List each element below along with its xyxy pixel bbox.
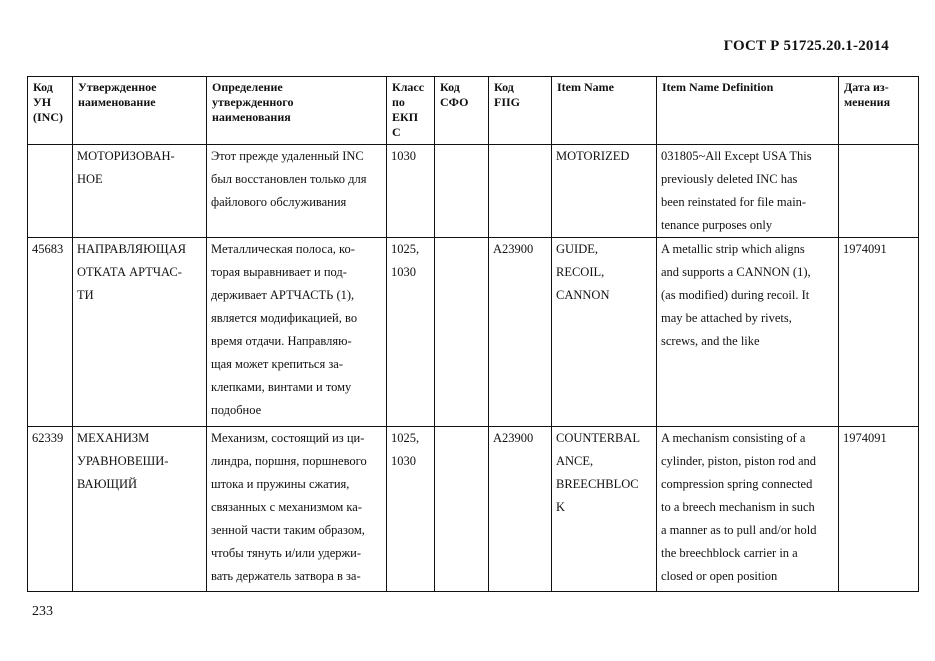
cell-name-ru — [73, 238, 207, 427]
cell-text-line: держивает АРТЧАСТЬ (1), — [211, 288, 355, 302]
col-header-ekps-class — [387, 77, 435, 145]
table-header-row — [28, 77, 919, 145]
cell-inc — [28, 238, 73, 427]
cell-text-line: Утвержденное — [78, 80, 157, 94]
cell-text-line: менения — [844, 95, 891, 109]
cell-text-line: Код — [440, 80, 460, 94]
cell-text-line: Дата из- — [844, 80, 889, 94]
cell-text-line: Код — [494, 80, 514, 94]
cell-text-line: подобное — [211, 403, 262, 417]
cell-fiig — [489, 145, 552, 238]
cell-date — [839, 145, 919, 238]
cell-text-line: 1025, — [391, 242, 420, 256]
cell-text-line: A mechanism consisting of a — [661, 431, 806, 445]
cell-text-line: наименования — [212, 110, 291, 124]
cell-text-line: ANCE, — [556, 454, 594, 468]
cell-text-line: a manner as to pull and/or hold — [661, 523, 817, 537]
cell-text-line: previously deleted INC has — [661, 172, 798, 186]
cell-text-line: to a breech mechanism in such — [661, 500, 815, 514]
cell-text-line: Этот прежде удаленный INC — [211, 149, 364, 163]
table-row — [28, 427, 919, 592]
cell-text-line: 1974091 — [843, 431, 887, 445]
cell-text-line: FIIG — [494, 95, 521, 109]
cell-text-line: A metallic strip which aligns — [661, 242, 805, 256]
cell-sfo — [435, 427, 489, 592]
cell-name-ru — [73, 145, 207, 238]
cell-text-line: клепками, винтами и тому — [211, 380, 352, 394]
cell-text-line: and supports a CANNON (1), — [661, 265, 811, 279]
cell-text-line: 1025, — [391, 431, 420, 445]
table-row — [28, 238, 919, 427]
cell-text-line: НОЕ — [77, 172, 103, 186]
inc-table — [27, 76, 919, 592]
cell-text-line: является модификацией, во — [211, 311, 358, 325]
cell-text-line: щая может крепиться за- — [211, 357, 343, 371]
cell-text-line: Определение — [212, 80, 283, 94]
cell-text-line: наименование — [78, 95, 156, 109]
col-header-definition — [207, 77, 387, 145]
cell-text-line: Класс — [392, 80, 425, 94]
cell-text-line: УРАВНОВЕШИ- — [77, 454, 169, 468]
cell-text-line: Металлическая полоса, ко- — [211, 242, 355, 256]
cell-text-line: RECOIL, — [556, 265, 605, 279]
cell-text-line: 1030 — [391, 149, 416, 163]
cell-text-line: был восстановлен только для — [211, 172, 367, 186]
cell-text-line: Item Name Definition — [662, 80, 774, 94]
table-row — [28, 145, 919, 238]
page-number: 233 — [32, 604, 53, 619]
cell-text-line: MOTORIZED — [556, 149, 630, 163]
cell-class — [387, 427, 435, 592]
cell-text-line: tenance purposes only — [661, 218, 773, 232]
cell-definition-ru — [207, 427, 387, 592]
cell-text-line: (as modified) during recoil. It — [661, 288, 810, 302]
cell-fiig — [489, 238, 552, 427]
cell-text-line: связанных с механизмом ка- — [211, 500, 362, 514]
cell-text-line: K — [556, 500, 566, 514]
cell-class — [387, 145, 435, 238]
cell-fiig — [489, 427, 552, 592]
cell-text-line: 031805~All Except USA This — [661, 149, 812, 163]
cell-text-line: линдра, поршня, поршневого — [211, 454, 367, 468]
cell-text-line: НАПРАВЛЯЮЩАЯ — [77, 242, 186, 256]
cell-item-definition — [657, 427, 839, 592]
col-header-inc — [28, 77, 73, 145]
cell-text-line: may be attached by rivets, — [661, 311, 792, 325]
cell-text-line: been reinstated for file main- — [661, 195, 807, 209]
cell-text-line: the breechblock carrier in a — [661, 546, 798, 560]
cell-text-line: 1030 — [391, 265, 416, 279]
col-header-fiig-code — [489, 77, 552, 145]
cell-sfo — [435, 145, 489, 238]
cell-inc — [28, 145, 73, 238]
cell-text-line: cylinder, piston, piston rod and — [661, 454, 817, 468]
cell-text-line: A23900 — [493, 431, 534, 445]
cell-name-ru — [73, 427, 207, 592]
cell-text-line: МЕХАНИЗМ — [77, 431, 150, 445]
col-header-approved-name — [73, 77, 207, 145]
cell-text-line: BREECHBLOC — [556, 477, 639, 491]
col-header-item-name — [552, 77, 657, 145]
cell-text-line: СФО — [440, 95, 469, 109]
cell-text-line: COUNTERBAL — [556, 431, 641, 445]
cell-text-line: торая выравнивает и под- — [211, 265, 347, 279]
cell-text-line: зенной части таким образом, — [211, 523, 365, 537]
cell-text-line: Код — [33, 80, 53, 94]
cell-class — [387, 238, 435, 427]
cell-item-definition — [657, 238, 839, 427]
cell-item-name — [552, 238, 657, 427]
cell-text-line: С — [392, 125, 401, 139]
cell-text-line: УН — [33, 95, 52, 109]
cell-text-line: МОТОРИЗОВАН- — [77, 149, 175, 163]
document-standard-header: ГОСТ Р 51725.20.1-2014 — [723, 38, 889, 54]
cell-item-definition — [657, 145, 839, 238]
cell-text-line: чтобы тянуть и/или удержи- — [211, 546, 362, 560]
cell-text-line: ТИ — [77, 288, 94, 302]
cell-text-line: 1030 — [391, 454, 416, 468]
cell-text-line: compression spring connected — [661, 477, 813, 491]
cell-date — [839, 427, 919, 592]
cell-text-line: файлового обслуживания — [211, 195, 347, 209]
cell-text-line: A23900 — [493, 242, 534, 256]
cell-text-line: вать держатель затвора в за- — [211, 569, 361, 583]
cell-sfo — [435, 238, 489, 427]
cell-date — [839, 238, 919, 427]
cell-text-line: Item Name — [557, 80, 614, 94]
cell-text-line: время отдачи. Направляю- — [211, 334, 352, 348]
col-header-sfo-code — [435, 77, 489, 145]
cell-text-line: ОТКАТА АРТЧАС- — [77, 265, 182, 279]
col-header-item-name-definition — [657, 77, 839, 145]
cell-text-line: closed or open position — [661, 569, 778, 583]
cell-text-line: ЕКП — [392, 110, 419, 124]
cell-text-line: утвержденного — [212, 95, 294, 109]
cell-definition-ru — [207, 145, 387, 238]
cell-text-line: 45683 — [32, 242, 64, 256]
cell-text-line: GUIDE, — [556, 242, 599, 256]
cell-text-line: Механизм, состоящий из ци- — [211, 431, 365, 445]
cell-text-line: по — [392, 95, 405, 109]
cell-text-line: screws, and the like — [661, 334, 760, 348]
cell-text-line: 62339 — [32, 431, 64, 445]
cell-item-name — [552, 427, 657, 592]
cell-text-line: CANNON — [556, 288, 610, 302]
cell-text-line: 1974091 — [843, 242, 887, 256]
cell-text-line: ВАЮЩИЙ — [77, 477, 138, 491]
col-header-change-date — [839, 77, 919, 145]
cell-text-line: штока и пружины сжатия, — [211, 477, 350, 491]
cell-definition-ru — [207, 238, 387, 427]
cell-inc — [28, 427, 73, 592]
cell-item-name — [552, 145, 657, 238]
cell-text-line: (INC) — [33, 110, 63, 124]
